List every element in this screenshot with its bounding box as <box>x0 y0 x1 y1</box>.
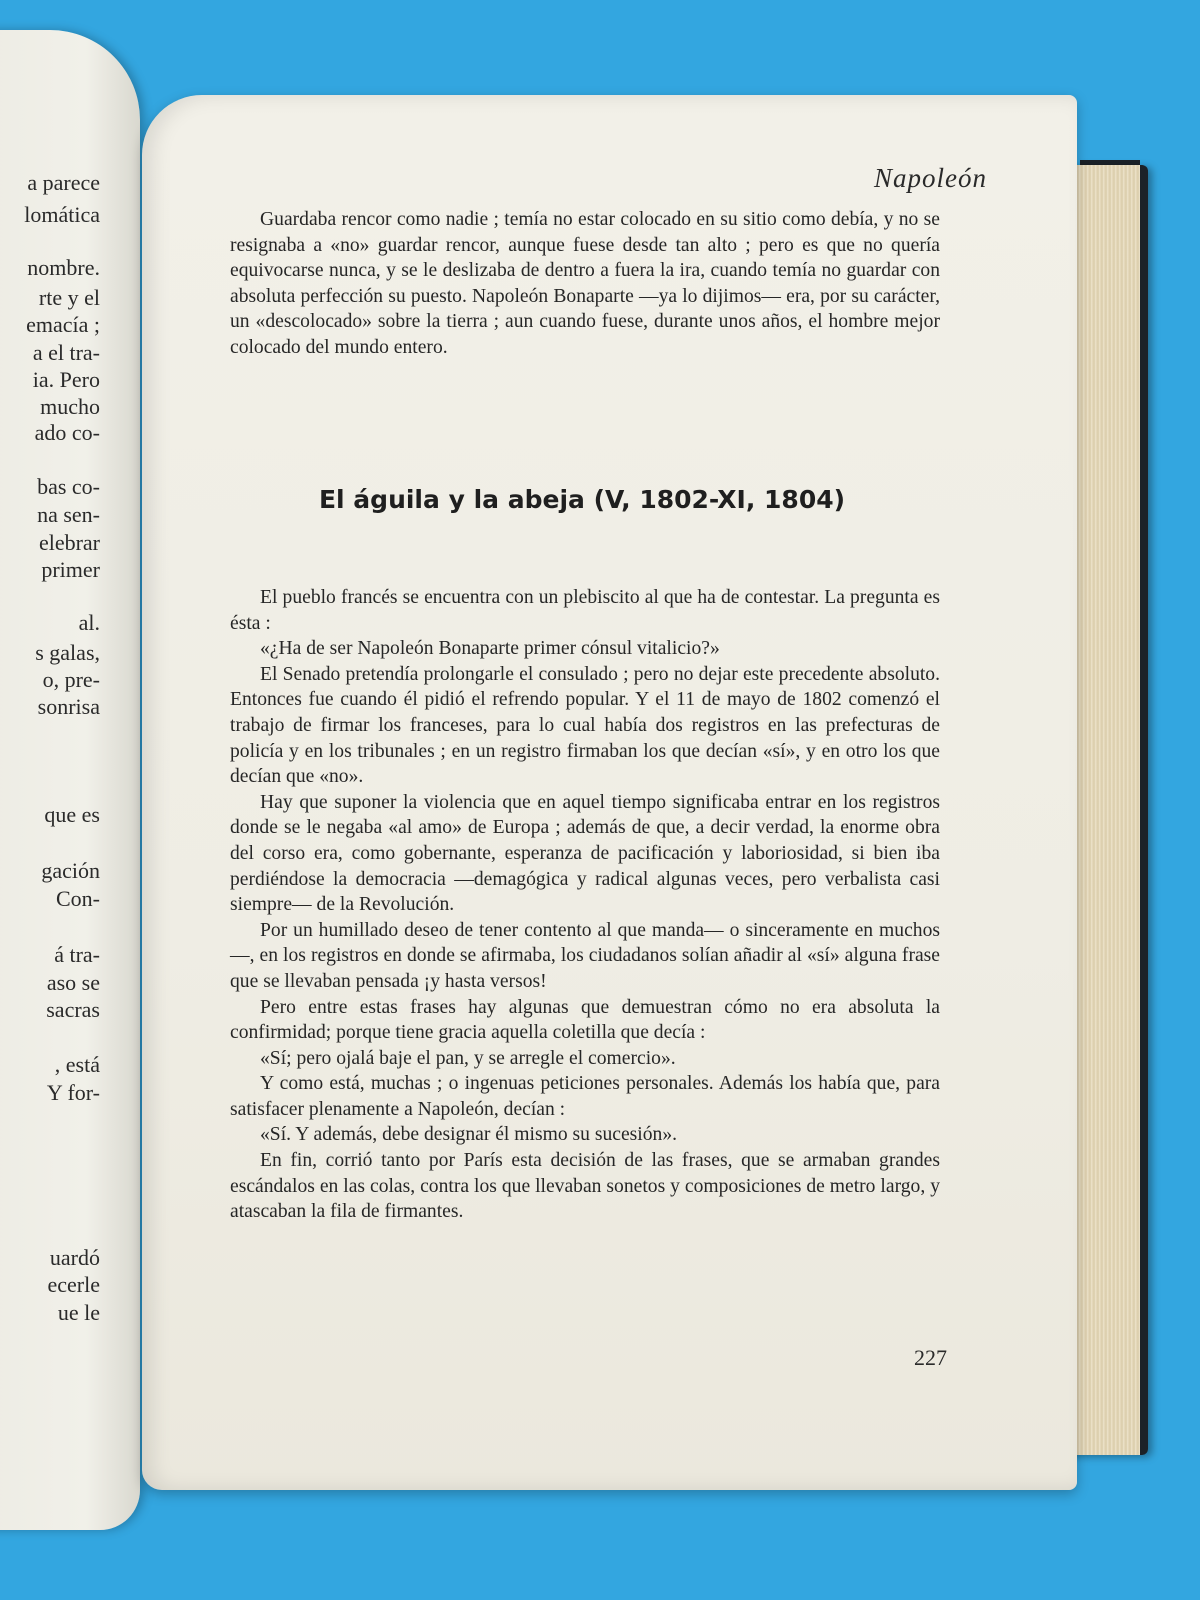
paragraph: En fin, corrió tanto por París esta decisión de las frases, que se armaban grandes escándalos en las colas, contra los que llevaban sonetos y composiciones de metro largo, y atascaban la fila de firmantes. <box>230 1150 940 1223</box>
page-number: 227 <box>914 1345 947 1370</box>
quote-paragraph: «Sí. Y además, debe designar él mismo su sucesión». <box>260 1124 678 1146</box>
running-head: Napoleón <box>874 163 987 193</box>
left-page-line: mucho <box>40 394 100 419</box>
left-page-line: Y for- <box>46 1080 100 1105</box>
left-page-line: al. <box>78 610 100 635</box>
intro-text <box>230 207 940 361</box>
left-page-line: bas co- <box>37 474 100 499</box>
left-page-line: Con- <box>56 886 100 911</box>
left-page-line: nombre. <box>27 255 100 280</box>
left-page-line: s galas, <box>35 640 100 665</box>
left-page-line: sonrisa <box>37 694 100 719</box>
left-page-line: lomática <box>24 202 100 227</box>
left-page-line: rte y el <box>38 285 100 310</box>
left-page-line: á tra- <box>54 942 100 967</box>
paragraph: El Senado pretendía prolongarle el consulado ; pero no dejar este precedente absoluto. Entonces fue cuando él pidió el refrendo popular. Y el 11 de mayo de 1802 comenzó el trabajo de firmar los franceses, para lo cual había dos registros en las prefecturas de policía y en los tribunales ; en un registro firmaban los que decían «sí», y en otro los que decían que «no». <box>230 663 940 788</box>
paragraph: Pero entre estas frases hay algunas que demuestran cómo no era absoluta la confirmidad; porque tiene gracia aquella coletilla que decía : <box>230 996 940 1044</box>
left-page-line: primer <box>41 557 100 582</box>
section-title: El águila y la abeja (V, 1802-XI, 1804) <box>318 485 846 514</box>
quote-paragraph: «¿Ha de ser Napoleón Bonaparte primer cónsul vitalicio?» <box>260 638 720 660</box>
left-page-line: uardó <box>49 1245 100 1270</box>
left-page-line: , está <box>54 1052 100 1077</box>
left-page-line: o, pre- <box>42 667 100 692</box>
left-page-line: ado co- <box>34 420 100 445</box>
left-page-line: a el tra- <box>32 340 100 365</box>
right-page <box>142 95 1077 1490</box>
left-page-line: ia. Pero <box>32 367 100 392</box>
left-page-line: ecerle <box>47 1272 100 1297</box>
left-page-line: ue le <box>57 1300 100 1325</box>
paragraph: Hay que suponer la violencia que en aquel tiempo significaba entrar en los registros donde se le negaba «al amo» de Europa ; además de que, a decir verdad, la enorme obra del corso era, como gobernante, esperanza de pacificación y laboriosidad, si bien iba perdiéndose la democracia —demagógica y radical algunas veces, pero verbalista casi siempre— de la Revolución. <box>230 791 940 916</box>
left-page-line: elebrar <box>38 530 100 555</box>
left-page <box>0 30 140 1530</box>
quote-paragraph: «Sí; pero ojalá baje el pan, y se arregle el comercio». <box>260 1047 676 1069</box>
left-page-line: aso se <box>46 970 100 995</box>
left-page-line: que es <box>44 802 100 827</box>
left-page-line: na sen- <box>37 502 100 527</box>
paragraph: Por un humillado deseo de tener contento al que manda— o sinceramente en muchos—, en los registros en donde se afirmaba, los ciudadanos solían añadir al «sí» alguna frase que se llevaban pensada ¡y hasta versos! <box>230 919 940 992</box>
main-text <box>230 585 940 1225</box>
left-page-line: a parece <box>27 170 100 195</box>
paragraph: Y como está, muchas ; o ingenuas peticiones personales. Además los había que, para satisfacer plenamente a Napoleón, decían : <box>230 1073 940 1120</box>
paragraph: Guardaba rencor como nadie ; temía no estar colocado en su sitio como debía, y no se resignaba a «no» guardar rencor, aunque fuese desde tan alto ; pero es que no quería equivocarse nunca, y se le deslizaba de dentro a fuera la ira, cuando temía no guardar con absoluta perfección su puesto. Napoleón Bonaparte —ya lo dijimos— era, por su carácter, un «descolocado» sobre la tierra ; aun cuando fuese, durante unos años, el hombre mejor colocado del mundo entero. <box>230 209 940 358</box>
paragraph: El pueblo francés se encuentra con un plebiscito al que ha de contestar. La pregunta es ésta : <box>230 587 940 634</box>
left-page-line: emacía ; <box>26 312 100 337</box>
left-page-line: sacras <box>46 997 100 1022</box>
left-page-line: gación <box>41 858 100 883</box>
